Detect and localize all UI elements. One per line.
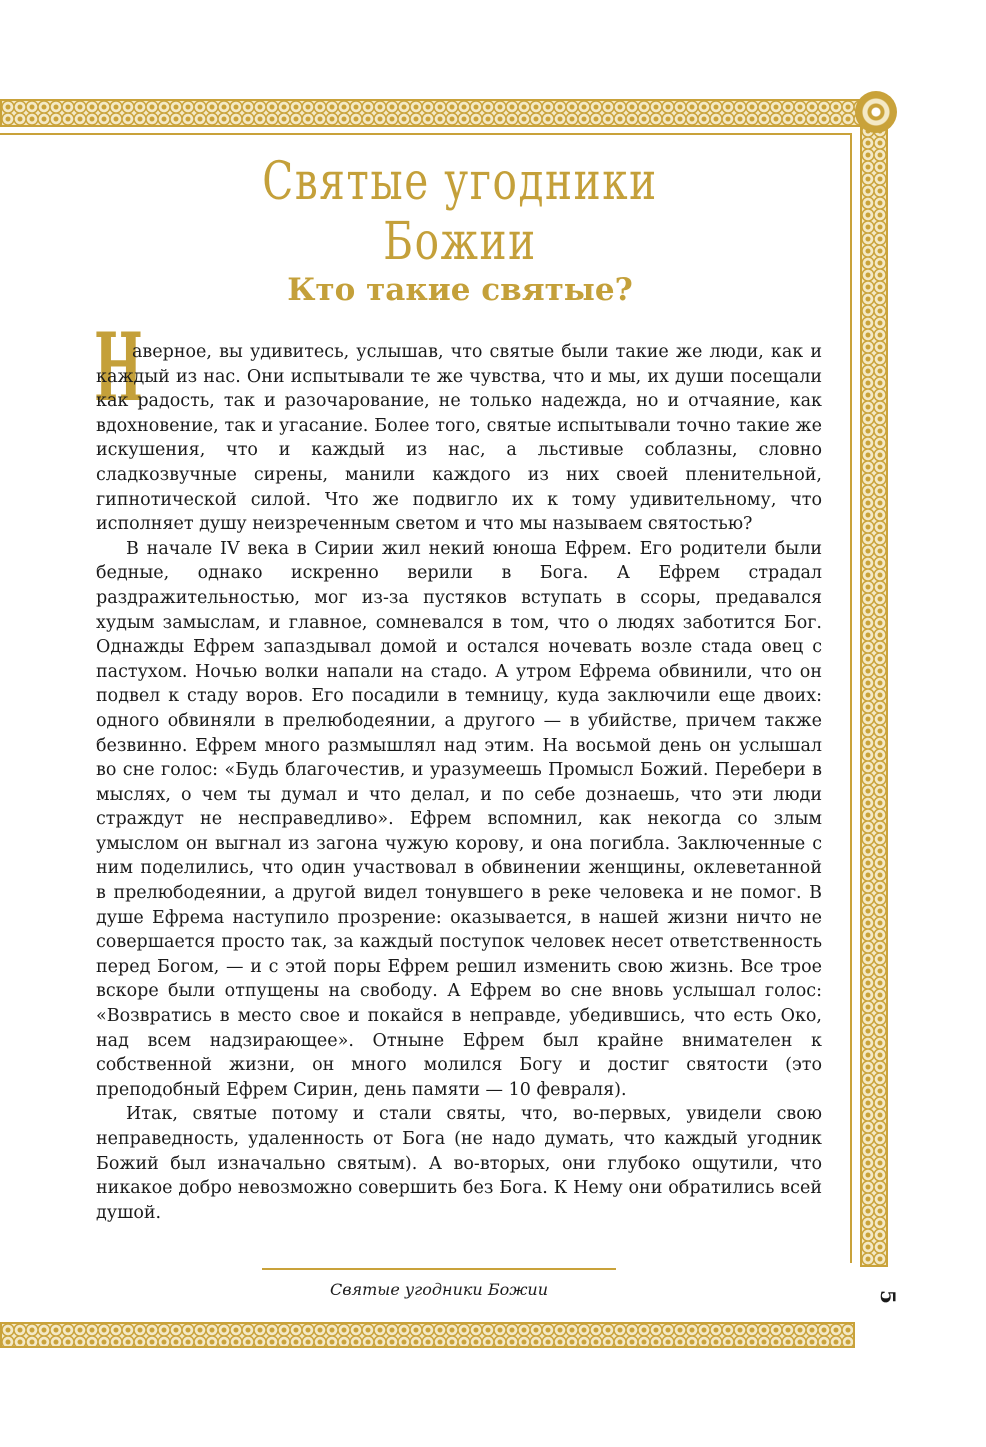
corner-rosette-icon xyxy=(855,91,897,133)
page-number: 5 xyxy=(876,1290,900,1304)
article-body xyxy=(96,340,822,1225)
footer-rule xyxy=(262,1268,616,1270)
drop-cap: Н xyxy=(94,313,143,423)
bottom-ornament-band xyxy=(0,1322,855,1348)
paragraph-1-text: аверное, вы удивитесь, услышав, что святые были такие же люди, как и каждый из нас. Они испытывали те же чувства, что и мы, их души посещали как радость, так и разочарование, не только надежда, но и отчаяние, как вдохновение, так и угасание. Более того, святые испытывали точно такие же искушения, что и каждый из нас, а льстивые соблазны, словно сладкозвучные сирены, манили каждого из них своей пленительной, гипнотической силой. Что же подвигло их к тому удивительному, что исполняет душу неизреченным светом и что мы называем святостью? xyxy=(96,342,822,535)
top-rule xyxy=(0,133,850,135)
side-rule xyxy=(850,133,852,1263)
right-ornament-band xyxy=(860,99,888,1267)
top-ornament-band xyxy=(0,99,862,127)
paragraph-2: В начале IV века в Сирии жил некий юноша Ефрем. Его родители были бедные, однако искренно верили в Бога. А Ефрем страдал раздражительностью, мог из-за пустяков вступать в ссоры, предавался худым замыслам, и главное, сомневался в том, что о людях заботится Бог. Однажды Ефрем запаздывал домой и остался ночевать возле стада овец с пастухом. Ночью волки напали на стадо. А утром Ефрема обвинили, что он подвел к стаду воров. Его посадили в темницу, куда заключили еще двоих: одного обвиняли в прелюбодеянии, а другого — в убийстве, причем также безвинно. Ефрем много размышлял над этим. На восьмой день он услышал во сне голос: «Будь благочестив, и уразумеешь Промысл Божий. Перебери в мыслях, о чем ты думал и что делал, и по себе дознаешь, что эти люди страждут не несправедливо». Ефрем вспомнил, как некогда со злым умыслом он выгнал из загона чужую корову, и она погибла. Заключенные с ним поделились, что один участвовал в обвинении женщины, оклеветанной в прелюбодеянии, а другой видел тонувшего в реке человека и не помог. В душе Ефрема наступило прозрение: оказывается, в нашей жизни ничто не совершается просто так, за каждый поступок человек несет ответственность перед Богом, — и с этой поры Ефрем решил изменить свою жизнь. Все трое вскоре были отпущены на свободу. А Ефрем во сне вновь услышал голос: «Возвратись в место свое и покайся в неправде, убедившись, что есть Око, над всем надзирающее». Отныне Ефрем был крайне внимателен к собственной жизни, он много молился Богу и достиг святости (это преподобный Ефрем Сирин, день памяти — 10 февраля). xyxy=(96,538,822,1100)
running-footer: Святые угодники Божии xyxy=(329,1280,549,1299)
paragraph-1 xyxy=(96,340,822,537)
article-heading: Кто такие святые? xyxy=(287,272,633,308)
section-title: Святые угодники Божии xyxy=(262,152,658,272)
paragraph-3: Итак, святые потому и стали святы, что, во-первых, увидели свою неправедность, удаленность от Бога (не надо думать, что каждый угодник Божий был изначально святым). А во-вторых, они глубоко ощутили, что никакое добро невозможно совершить без Бога. К Нему они обратились всей душой. xyxy=(96,1104,822,1223)
